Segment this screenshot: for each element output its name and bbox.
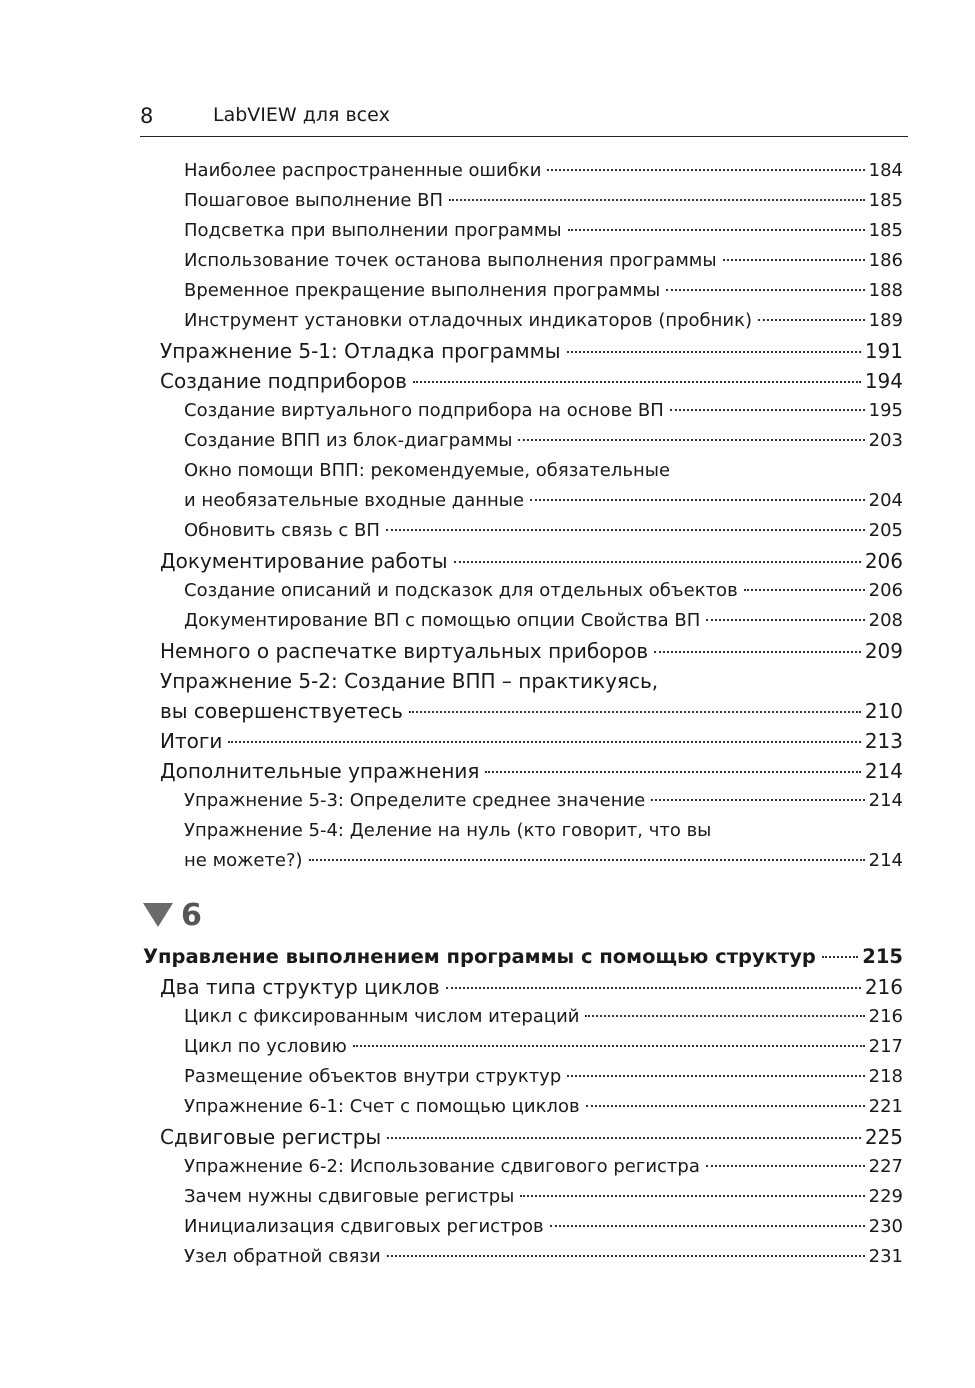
toc-entry <box>184 1182 903 1212</box>
toc-entry-title: Упражнение 5-3: Определите среднее значение <box>184 790 646 811</box>
chapter-heading <box>143 893 202 937</box>
dot-leader <box>353 1045 865 1047</box>
toc-entry-title: Итоги <box>160 729 223 753</box>
toc-entry-page: 206 <box>864 549 903 573</box>
dot-leader <box>567 1075 864 1077</box>
toc-entry <box>184 486 903 516</box>
dot-leader <box>228 741 860 743</box>
toc-entry <box>184 156 903 186</box>
toc-entry-page: 208 <box>868 610 903 631</box>
toc-entry-title: Зачем нужны сдвиговые регистры <box>184 1186 515 1207</box>
toc-entry <box>184 1152 903 1182</box>
toc-entry <box>160 696 903 726</box>
dot-leader <box>706 1165 865 1167</box>
toc-entry-title: Обновить связь с ВП <box>184 520 380 541</box>
toc-entry <box>160 336 903 366</box>
toc-entry-page: 189 <box>868 310 903 331</box>
toc-entry-page: 230 <box>868 1216 903 1237</box>
toc-entry-title: Подсветка при выполнении программы <box>184 220 562 241</box>
toc-entry <box>184 396 903 426</box>
toc-entry <box>184 306 903 336</box>
toc-entry-page: 216 <box>864 975 903 999</box>
toc-entry-title: Создание виртуального подприбора на основе ВП <box>184 400 664 421</box>
page-header <box>140 102 908 137</box>
toc-entry <box>184 1062 903 1092</box>
dot-leader <box>386 529 865 531</box>
toc-entry-title: не можете?) <box>184 850 303 871</box>
toc-entry <box>184 1242 903 1272</box>
dot-leader <box>666 289 864 291</box>
toc-entry <box>184 516 903 546</box>
toc-entry <box>184 1092 903 1122</box>
toc-entry-page: 221 <box>868 1096 903 1117</box>
toc-entry-page: 229 <box>868 1186 903 1207</box>
dot-leader <box>568 229 865 231</box>
toc-entry-page: 194 <box>864 369 903 393</box>
dot-leader <box>449 199 865 201</box>
dot-leader <box>530 499 865 501</box>
toc-entry <box>160 726 903 756</box>
toc-entry-title: Пошаговое выполнение ВП <box>184 190 444 211</box>
toc-entry-title: Создание описаний и подсказок для отдельных объектов <box>184 580 738 601</box>
dot-leader <box>454 561 861 563</box>
running-title: LabVIEW для всех <box>213 104 391 126</box>
toc-entry <box>184 576 903 606</box>
dot-leader <box>706 619 864 621</box>
toc-entry <box>184 846 903 876</box>
toc-entry <box>184 426 903 456</box>
toc-entry-title: Инициализация сдвиговых регистров <box>184 1216 544 1237</box>
toc-entry-title-line1: Упражнение 5-2: Создание ВПП – практикуясь, <box>160 669 659 693</box>
toc-entry-title: Документирование ВП с помощью опции Свойства ВП <box>184 610 701 631</box>
toc-entry-page: 216 <box>868 1006 903 1027</box>
toc-entry <box>184 786 903 816</box>
toc-entry-title: Размещение объектов внутри структур <box>184 1066 562 1087</box>
dot-leader <box>651 799 864 801</box>
toc-entry <box>160 1122 903 1152</box>
triangle-down-icon <box>143 903 173 927</box>
toc-entry-page: 217 <box>868 1036 903 1057</box>
toc-entry-title: Цикл с фиксированным числом итераций <box>184 1006 580 1027</box>
toc-entry-page: 188 <box>868 280 903 301</box>
toc-entry-page: 185 <box>868 220 903 241</box>
dot-leader <box>585 1015 864 1017</box>
toc-entry-page: 206 <box>868 580 903 601</box>
toc-entry-page: 184 <box>868 160 903 181</box>
toc-entry-title: Два типа структур циклов <box>160 975 440 999</box>
toc-entry-title: Использование точек останова выполнения программы <box>184 250 717 271</box>
toc-entry <box>184 186 903 216</box>
dot-leader <box>586 1105 865 1107</box>
dot-leader <box>413 381 861 383</box>
dot-leader <box>723 259 865 261</box>
dot-leader <box>387 1255 865 1257</box>
toc-entry <box>143 942 903 972</box>
toc-entry-title: Узел обратной связи <box>184 1246 381 1267</box>
toc-entry-page: 210 <box>864 699 903 723</box>
dot-leader <box>670 409 865 411</box>
toc-entry-page: 214 <box>868 790 903 811</box>
toc-entry <box>184 606 903 636</box>
toc-entry-page: 205 <box>868 520 903 541</box>
toc-entry-page: 231 <box>868 1246 903 1267</box>
dot-leader <box>567 351 861 353</box>
toc-entry-title: Наиболее распространенные ошибки <box>184 160 542 181</box>
toc-entry-page: 185 <box>868 190 903 211</box>
dot-leader <box>518 439 864 441</box>
dot-leader <box>822 956 858 958</box>
toc-entry <box>184 1032 903 1062</box>
toc-entry-page: 209 <box>864 639 903 663</box>
toc-entry-title: Упражнение 6-2: Использование сдвигового регистра <box>184 1156 700 1177</box>
dot-leader <box>744 589 865 591</box>
toc-entry-page: 214 <box>864 759 903 783</box>
toc-entry-title: Цикл по условию <box>184 1036 347 1057</box>
toc-entry-title: Сдвиговые регистры <box>160 1125 382 1149</box>
toc-entry <box>184 216 903 246</box>
toc-entry-page: 218 <box>868 1066 903 1087</box>
toc-entry-page: 225 <box>864 1125 903 1149</box>
toc-entry-title: Немного о распечатке виртуальных приборов <box>160 639 649 663</box>
dot-leader <box>446 987 861 989</box>
toc-entry-title: Создание ВПП из блок-диаграммы <box>184 430 513 451</box>
toc-entry-title: Временное прекращение выполнения программы <box>184 280 661 301</box>
toc-entry-page: 186 <box>868 250 903 271</box>
toc-entry <box>160 972 903 1002</box>
toc-entry-title: и необязательные входные данные <box>184 490 525 511</box>
toc-entry-title: Упражнение 6-1: Счет с помощью циклов <box>184 1096 580 1117</box>
toc-entry <box>160 636 903 666</box>
toc-entry-page: 213 <box>864 729 903 753</box>
toc-entry-page: 203 <box>868 430 903 451</box>
toc-entry <box>184 246 903 276</box>
dot-leader <box>485 771 860 773</box>
toc-entry-title-line1: Окно помощи ВПП: рекомендуемые, обязательные <box>184 460 671 481</box>
dot-leader <box>550 1225 865 1227</box>
dot-leader <box>520 1195 864 1197</box>
dot-leader <box>409 711 861 713</box>
toc-entry-title: Упражнение 5-1: Отладка программы <box>160 339 561 363</box>
toc-entry-title: вы совершенствуетесь <box>160 699 403 723</box>
toc-entry-page: 195 <box>868 400 903 421</box>
toc-entry <box>184 1212 903 1242</box>
dot-leader <box>547 169 864 171</box>
toc-entry <box>184 276 903 306</box>
chapter-number: 6 <box>181 897 202 933</box>
toc-entry-page: 227 <box>868 1156 903 1177</box>
toc-entry-page: 215 <box>862 945 903 968</box>
toc-entry-title: Управление выполнением программы с помощью структур <box>143 945 816 968</box>
toc-entry <box>160 756 903 786</box>
dot-leader <box>654 651 861 653</box>
toc-entry <box>184 1002 903 1032</box>
page-number: 8 <box>140 104 154 128</box>
dot-leader <box>758 319 865 321</box>
toc-entry <box>160 546 903 576</box>
toc-entry-title: Инструмент установки отладочных индикаторов (пробник) <box>184 310 753 331</box>
toc-entry-title: Создание подприборов <box>160 369 407 393</box>
dot-leader <box>309 859 865 861</box>
toc-entry-page: 214 <box>868 850 903 871</box>
toc-entry <box>160 366 903 396</box>
toc-entry-title: Дополнительные упражнения <box>160 759 480 783</box>
toc-entry-page: 204 <box>868 490 903 511</box>
toc-entry-title: Документирование работы <box>160 549 448 573</box>
toc-entry-page: 191 <box>864 339 903 363</box>
toc-entry-title-line1: Упражнение 5-4: Деление на нуль (кто говорит, что вы <box>184 820 712 841</box>
dot-leader <box>387 1137 861 1139</box>
